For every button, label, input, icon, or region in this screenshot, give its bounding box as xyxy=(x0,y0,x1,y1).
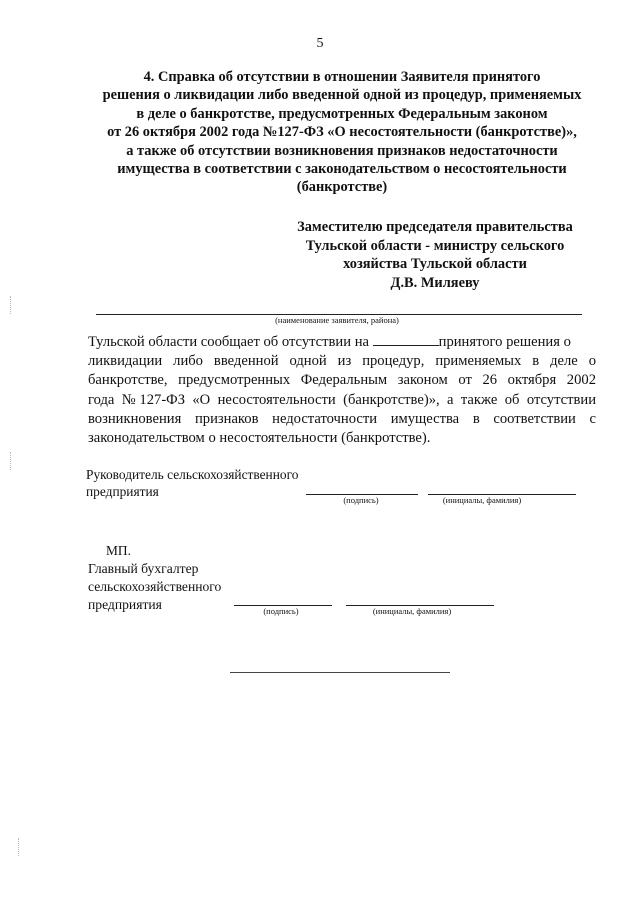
body-line: возникновения признаков недостаточности имущества в соответствии с xyxy=(88,410,596,427)
title-line: (банкротстве) xyxy=(296,179,388,196)
document-title xyxy=(84,68,600,197)
body-line-1-end: принятого решения о xyxy=(438,334,571,350)
scan-margin-mark xyxy=(10,452,14,470)
body-line-1-start: Тульской области сообщает об отсутствии на xyxy=(88,334,373,350)
body-line-1 xyxy=(88,333,596,352)
addressee-line: Тульской области - министру сельского xyxy=(305,237,565,254)
title-line: от 26 октября 2002 года №127-ФЗ «О несостоятельности (банкротстве)», xyxy=(107,124,577,141)
body-line: года №127-ФЗ «О несостоятельности (банкротстве)», а также об отсутствии xyxy=(88,391,596,408)
title-line: 4. Справка об отсутствии в отношении Заявителя принятого xyxy=(143,69,541,85)
title-line: в деле о банкротстве, предусмотренных Федеральным законом xyxy=(136,105,548,122)
page-number: 5 xyxy=(316,36,324,51)
stamp-mark: МП. xyxy=(106,543,131,558)
addressee-line: хозяйства Тульской области xyxy=(343,256,527,273)
addressee-name: Д.В. Миляеву xyxy=(390,274,480,291)
scan-margin-mark xyxy=(18,838,22,856)
accountant-name-caption: (инициалы, фамилия) xyxy=(372,606,452,616)
title-line: а также об отсутствии возникновения признаков недостаточности xyxy=(126,142,558,159)
body-line: ликвидации либо введенной одной из процедур, применяемых в деле о xyxy=(88,353,596,370)
head-label-line: предприятия xyxy=(86,484,159,499)
body-paragraph xyxy=(88,333,596,448)
head-signature-label xyxy=(86,466,298,500)
date-blank xyxy=(373,333,439,346)
scan-margin-mark xyxy=(10,296,14,314)
addressee-block xyxy=(280,218,590,292)
accountant-label-line: сельскохозяйственного xyxy=(88,578,222,594)
title-line: имущества в соответствии с законодательством о несостоятельности xyxy=(117,161,567,178)
accountant-label-line: предприятия xyxy=(88,596,162,612)
head-label-line: Руководитель сельскохозяйственного xyxy=(86,467,299,482)
accountant-label-line: Главный бухгалтер xyxy=(88,561,199,576)
addressee-line: Заместителю председателя правительства xyxy=(297,219,573,235)
applicant-caption: (наименование заявителя, района) xyxy=(275,315,399,325)
separator-line xyxy=(230,672,450,673)
body-line: законодательством о несостоятельности (банкротстве). xyxy=(88,430,431,447)
title-line: решения о ликвидации либо введенной одной из процедур, применяемых xyxy=(102,87,582,104)
head-signature-caption: (подпись) xyxy=(343,495,379,505)
accountant-signature-caption: (подпись) xyxy=(263,606,299,616)
accountant-signature-label xyxy=(88,560,221,613)
body-line: банкротстве, предусмотренных Федеральным законом от 26 октября 2002 xyxy=(88,372,596,389)
head-name-caption: (инициалы, фамилия) xyxy=(442,495,522,505)
